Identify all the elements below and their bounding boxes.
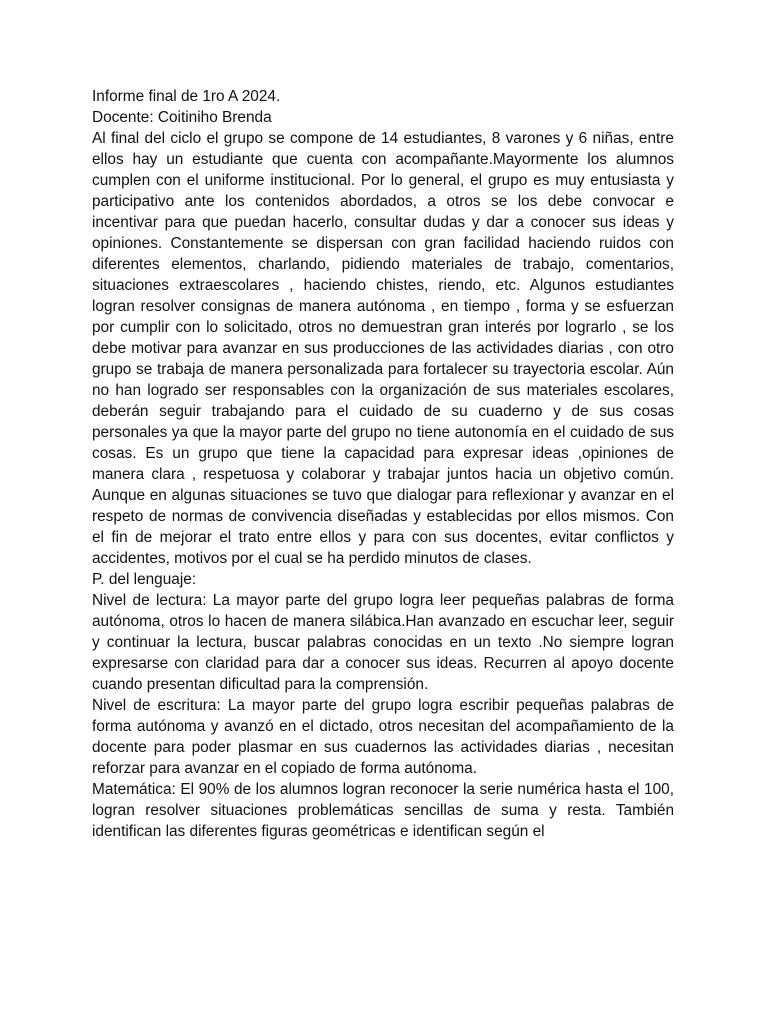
document-page <box>92 86 674 842</box>
document-title: Informe final de 1ro A 2024. <box>92 88 281 105</box>
language-section-heading: P. del lenguaje: <box>92 571 197 588</box>
reading-level-paragraph: Nivel de lectura: La mayor parte del grupo logra leer pequeñas palabras de forma autónoma, otros lo hacen de manera silábica.Han avanzado en escuchar leer, seguir y continuar la lectura, buscar palabras conocidas en un texto .No siempre logran expresarse con claridad para dar a conocer sus ideas. Recurren al apoyo docente cuando presentan dificultad para la comprensión. <box>92 592 674 693</box>
teacher-name: Docente: Coitiniho Brenda <box>92 109 272 126</box>
writing-level-paragraph: Nivel de escritura: La mayor parte del grupo logra escribir pequeñas palabras de forma autónoma y avanzó en el dictado, otros necesitan del acompañamiento de la docente para poder plasmar en sus cuadernos las actividades diarias , necesitan reforzar para avanzar en el copiado de forma autónoma. <box>92 697 674 777</box>
math-paragraph: Matemática: El 90% de los alumnos logran reconocer la serie numérica hasta el 100, logran resolver situaciones problemáticas sencillas de suma y resta. También identifican las diferentes figuras geométricas e identifican según el <box>92 781 674 840</box>
general-report-paragraph: Al final del ciclo el grupo se compone de 14 estudiantes, 8 varones y 6 niñas, entre ellos hay un estudiante que cuenta con acompañante.Mayormente los alumnos cumplen con el uniforme institucional. Por lo general, el grupo es muy entusiasta y participativo ante los contenidos abordados, a otros se los debe convocar e incentivar para que puedan hacerlo, consultar dudas y dar a conocer sus ideas y opiniones. Constantemente se dispersan con gran facilidad haciendo ruidos con diferentes elementos, charlando, pidiendo materiales de trabajo, comentarios, situaciones extraescolares , haciendo chistes, riendo, etc. Algunos estudiantes logran resolver consignas de manera autónoma , en tiempo , forma y se esfuerzan por cumplir con lo solicitado, otros no demuestran gran interés por lograrlo , se los debe motivar para avanzar en sus producciones de las actividades diarias , con otro grupo se trabaja de manera personalizada para fortalecer su trayectoria escolar. Aún no han logrado ser responsables con la organización de sus materiales escolares, deberán seguir trabajando para el cuidado de su cuaderno y de sus cosas personales ya que la mayor parte del grupo no tiene autonomía en el cuidado de sus cosas. Es un grupo que tiene la capacidad para expresar ideas ,opiniones de manera clara , respetuosa y colaborar y trabajar juntos hacia un objetivo común. Aunque en algunas situaciones se tuvo que dialogar para reflexionar y avanzar en el respeto de normas de convivencia diseñadas y establecidas por ellos mismos. Con el fin de mejorar el trato entre ellos y para con sus docentes, evitar conflictos y accidentes, motivos por el cual se ha perdido minutos de clases. <box>92 130 674 567</box>
